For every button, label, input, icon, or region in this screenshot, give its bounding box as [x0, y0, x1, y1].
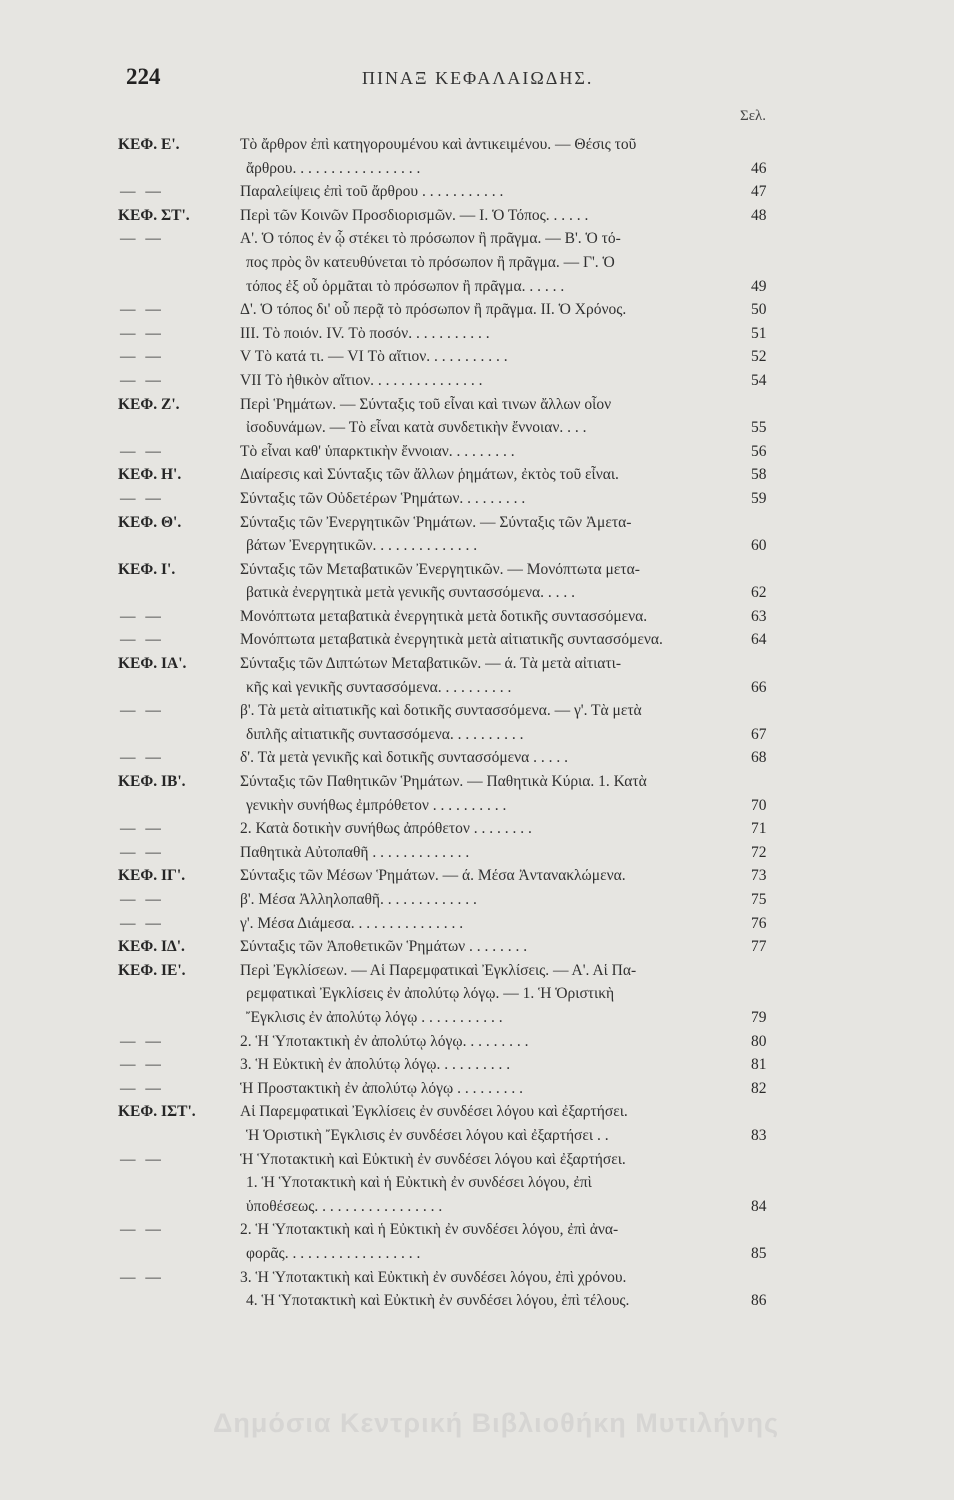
- entry-text: Παραλείψεις ἐπὶ τοῦ ἄρθρου . . . . . . . . . . .: [240, 183, 504, 201]
- entry-text: 3. Ἡ Εὐκτικὴ ἐν ἀπολύτῳ λόγῳ. . . . . . . . . .: [240, 1056, 511, 1074]
- toc-row: [0, 180, 954, 204]
- toc-row: [0, 652, 954, 676]
- toc-row: [0, 628, 954, 652]
- toc-row: [0, 723, 954, 747]
- entry-text: Σύνταξις τῶν Μεταβατικῶν Ἐνεργητικῶν. — Μονόπτωτα μετα-: [240, 560, 640, 578]
- entry-text: Σύνταξις τῶν Διπτώτων Μεταβατικῶν. — ά. Τὰ μετὰ αἰτιατι-: [240, 655, 621, 673]
- page-ref: 49: [751, 277, 767, 295]
- continuation-dash: — —: [120, 1150, 164, 1168]
- page-ref: 77: [751, 938, 767, 956]
- entry-text: Ἡ Ὑποτακτικὴ καὶ Εὐκτικὴ ἐν συνδέσει λόγου καὶ ἐξαρτήσει.: [240, 1150, 626, 1168]
- entry-text: Περὶ Ῥημάτων. — Σύνταξις τοῦ εἶναι καὶ τινων ἄλλων οἷον: [240, 395, 612, 413]
- page-ref: 70: [751, 796, 767, 814]
- page-ref: 48: [751, 206, 767, 224]
- running-head-title: ΠΙΝΑΞ ΚΕΦΑΛΑΙΩΔΗΣ.: [362, 68, 594, 88]
- entry-text: Τὸ ἄρθρον ἐπὶ κατηγορουμένου καὶ ἀντικειμένου. — Θέσις τοῦ: [240, 136, 637, 153]
- entry-text: Αἱ Παρεμφατικαὶ Ἐγκλίσεις ἐν συνδέσει λόγου καὶ ἐξαρτήσει.: [240, 1103, 628, 1121]
- chapter-label: ΚΕΦ. ΙΣΤ'.: [118, 1103, 196, 1121]
- page-ref: 73: [751, 867, 767, 885]
- chapter-label: ΚΕΦ. ΙΔ'.: [118, 938, 185, 956]
- page-column-label: Σελ.: [740, 108, 767, 124]
- toc-row: [0, 1289, 954, 1313]
- entry-text: Α'. Ὁ τόπος ἐν ᾧ στέκει τὸ πρόσωπον ἢ πρᾶγμα. — Β'. Ὁ τό-: [240, 230, 621, 248]
- toc-row: [0, 794, 954, 818]
- entry-text: δ'. Τὰ μετὰ γενικῆς καὶ δοτικῆς συντασσόμενα . . . . .: [240, 749, 569, 767]
- page-number: 224: [126, 64, 161, 89]
- entry-text: κῆς καὶ γενικῆς συντασσόμενα. . . . . . . . . .: [246, 678, 512, 696]
- entry-text: Περὶ Ἐγκλίσεων. — Αἱ Παρεμφατικαὶ Ἐγκλίσεις. — Α'. Αἱ Πα-: [240, 961, 637, 979]
- toc-row: [0, 345, 954, 369]
- continuation-dash: — —: [120, 1268, 164, 1286]
- chapter-label: ΚΕΦ. ΙΒ'.: [118, 773, 186, 791]
- entry-text: V Τὸ κατά τι. — VI Τὸ αἴτιον. . . . . . . . . . .: [240, 348, 508, 366]
- page-ref: 55: [751, 419, 767, 437]
- continuation-dash: — —: [120, 301, 164, 319]
- chapter-label: ΚΕΦ. ΙΑ'.: [118, 655, 187, 673]
- toc-row: [0, 298, 954, 322]
- toc-row: [0, 416, 954, 440]
- toc-row: [0, 605, 954, 629]
- page-ref: 50: [751, 301, 767, 319]
- toc-row: [0, 393, 954, 417]
- entry-text: Διαίρεσις καὶ Σύνταξις τῶν ἄλλων ῥημάτων, ἐκτὸς τοῦ εἶναι.: [240, 466, 619, 484]
- toc-row: [0, 1006, 954, 1030]
- toc-row: [0, 227, 954, 251]
- page-ref: 46: [751, 159, 767, 177]
- page-ref: 81: [751, 1056, 767, 1074]
- page-ref: 54: [751, 371, 767, 389]
- toc-row: [0, 157, 954, 181]
- toc-row: [0, 1171, 954, 1195]
- continuation-dash: — —: [120, 914, 164, 932]
- toc-row: [0, 534, 954, 558]
- entry-text: βατικὰ ἐνεργητικὰ μετὰ γενικῆς συντασσόμενα. . . . .: [246, 584, 576, 602]
- toc-row: [0, 1100, 954, 1124]
- table-of-contents: [0, 133, 954, 1313]
- entry-text: VII Τὸ ἠθικὸν αἴτιον. . . . . . . . . . . . . . .: [240, 371, 483, 389]
- entry-text: ΙΙΙ. Τὸ ποιόν. ΙV. Τὸ ποσόν. . . . . . . . . . .: [240, 324, 490, 342]
- entry-text: Σύνταξις τῶν Οὐδετέρων Ῥημάτων. . . . . . . . .: [240, 489, 526, 507]
- continuation-dash: — —: [120, 1056, 164, 1074]
- toc-row: [0, 463, 954, 487]
- continuation-dash: — —: [120, 891, 164, 908]
- continuation-dash: — —: [120, 843, 164, 861]
- toc-row: [0, 204, 954, 228]
- page-ref: 76: [751, 914, 767, 932]
- page-ref: 71: [751, 820, 767, 838]
- toc-row: [0, 935, 954, 959]
- entry-text: φορᾶς. . . . . . . . . . . . . . . . . .: [246, 1244, 421, 1262]
- entry-text: 3. Ἡ Ὑποτακτικὴ καὶ Εὐκτικὴ ἐν συνδέσει λόγου, ἐπὶ χρόνου.: [240, 1268, 627, 1286]
- toc-row: [0, 1242, 954, 1266]
- toc-row: [0, 487, 954, 511]
- continuation-dash: — —: [120, 749, 164, 767]
- entry-text: ἰσοδυνάμων. — Τὸ εἶναι κατὰ συνδετικὴν ἔννοιαν. . . .: [246, 419, 587, 437]
- toc-row: [0, 322, 954, 346]
- toc-row: [0, 676, 954, 700]
- toc-row: [0, 1266, 954, 1290]
- chapter-label: ΚΕΦ. Ι'.: [118, 560, 176, 578]
- page-ref: 79: [751, 1008, 767, 1026]
- entry-text: βάτων Ἐνεργητικῶν. . . . . . . . . . . . . .: [246, 537, 478, 555]
- entry-text: Μονόπτωτα μεταβατικὰ ἐνεργητικὰ μετὰ αἰτιατικῆς συντασσόμενα.: [240, 631, 663, 649]
- entry-text: 1. Ἡ Ὑποτακτικὴ καὶ ἡ Εὐκτικὴ ἐν συνδέσει λόγου, ἐπὶ: [246, 1174, 592, 1192]
- toc-row: [0, 699, 954, 723]
- entry-text: ἄρθρου. . . . . . . . . . . . . . . . .: [246, 159, 421, 177]
- library-watermark: Δημόσια Κεντρική Βιβλιοθήκη Μυτιλήνης: [213, 1408, 780, 1438]
- toc-row: [0, 558, 954, 582]
- toc-row: [0, 1053, 954, 1077]
- toc-row: [0, 817, 954, 841]
- chapter-label: ΚΕΦ. Θ'.: [118, 513, 182, 531]
- continuation-dash: — —: [120, 442, 164, 460]
- entry-text: Ἡ Ὁριστικὴ Ἔγκλισις ἐν συνδέσει λόγου καὶ ἐξαρτήσει . .: [246, 1126, 609, 1144]
- toc-row: [0, 864, 954, 888]
- chapter-label: ΚΕΦ. Ε'.: [118, 136, 180, 153]
- page-ref: 58: [751, 466, 767, 484]
- entry-text: γ'. Μέσα Διάμεσα. . . . . . . . . . . . . . .: [240, 914, 464, 932]
- page-ref: 51: [751, 324, 767, 342]
- entry-text: 2. Κατὰ δοτικὴν συνήθως ἀπρόθετον . . . . . . . .: [240, 820, 532, 838]
- entry-text: γενικὴν συνήθως ἐμπρόθετον . . . . . . . . . .: [246, 796, 507, 814]
- page-ref: 64: [751, 631, 767, 649]
- page-ref: 66: [751, 678, 767, 696]
- entry-text: Σύνταξις τῶν Μέσων Ῥημάτων. — ά. Μέσα Ἀντανακλώμενα.: [240, 867, 626, 885]
- toc-row: [0, 982, 954, 1006]
- entry-text: Παθητικὰ Αὐτοπαθῆ . . . . . . . . . . . . .: [240, 843, 470, 861]
- page-ref: 47: [751, 183, 767, 201]
- entry-text: Μονόπτωτα μεταβατικὰ ἐνεργητικὰ μετὰ δοτικῆς συντασσόμενα.: [240, 607, 648, 625]
- toc-row: [0, 1218, 954, 1242]
- page-ref: 59: [751, 489, 767, 507]
- continuation-dash: — —: [120, 631, 164, 649]
- toc-row: [0, 1195, 954, 1219]
- chapter-label: ΚΕΦ. Ζ'.: [118, 395, 180, 413]
- continuation-dash: — —: [120, 371, 164, 389]
- page-ref: 86: [751, 1292, 767, 1310]
- continuation-dash: — —: [120, 702, 164, 720]
- toc-row: [0, 133, 954, 157]
- entry-text: β'. Μέσα Ἀλληλοπαθῆ. . . . . . . . . . . . .: [240, 891, 477, 908]
- chapter-label: ΚΕΦ. ΣΤ'.: [118, 206, 190, 224]
- toc-row: [0, 1077, 954, 1101]
- chapter-label: ΚΕΦ. Η'.: [118, 466, 182, 484]
- continuation-dash: — —: [120, 489, 164, 507]
- entry-text: 4. Ἡ Ὑποτακτικὴ καὶ Εὐκτικὴ ἐν συνδέσει λόγου, ἐπὶ τέλους.: [246, 1292, 630, 1310]
- toc-row: [0, 770, 954, 794]
- toc-row: [0, 841, 954, 865]
- toc-row: [0, 912, 954, 936]
- entry-text: ὑποθέσεως. . . . . . . . . . . . . . . . .: [246, 1197, 443, 1215]
- chapter-label: ΚΕΦ. ΙΓ'.: [118, 867, 186, 885]
- toc-row: [0, 1030, 954, 1054]
- toc-row: [0, 275, 954, 299]
- toc-row: [0, 369, 954, 393]
- continuation-dash: — —: [120, 1221, 164, 1239]
- entry-text: 2. Ἡ Ὑποτακτικὴ ἐν ἀπολύτῳ λόγῳ. . . . . . . . .: [240, 1032, 529, 1050]
- entry-text: διπλῆς αἰτιατικῆς συντασσόμενα. . . . . . . . . .: [246, 725, 524, 743]
- toc-row: [0, 1124, 954, 1148]
- entry-text: Ἡ Προστακτικὴ ἐν ἀπολύτῳ λόγῳ . . . . . . . . .: [240, 1079, 523, 1097]
- page-ref: 72: [751, 843, 767, 861]
- page-ref: 63: [751, 607, 767, 625]
- toc-row: [0, 746, 954, 770]
- entry-text: Σύνταξις τῶν Ἀποθετικῶν Ῥημάτων . . . . . . . .: [240, 938, 528, 956]
- page-ref: 82: [751, 1079, 767, 1097]
- page-header: [126, 64, 776, 98]
- entry-text: Τὸ εἶναι καθ' ὑπαρκτικὴν ἔννοιαν. . . . . . . . .: [240, 442, 515, 460]
- continuation-dash: — —: [120, 183, 164, 201]
- continuation-dash: — —: [120, 607, 164, 625]
- toc-row: [0, 251, 954, 275]
- page-ref: 85: [751, 1244, 767, 1262]
- entry-text: Δ'. Ὁ τόπος δι' οὗ περᾷ τὸ πρόσωπον ἢ πρᾶγμα. ΙΙ. Ὁ Χρόνος.: [240, 301, 627, 319]
- entry-text: πος πρὸς ὃν κατευθύνεται τὸ πρόσωπον ἢ πρᾶγμα. — Γ'. Ὁ: [246, 253, 615, 271]
- page-ref: 60: [751, 537, 767, 555]
- toc-row: [0, 1148, 954, 1172]
- entry-text: Ἔγκλισις ἐν ἀπολύτῳ λόγῳ . . . . . . . . . . .: [246, 1008, 503, 1026]
- page-ref: 62: [751, 584, 767, 602]
- continuation-dash: — —: [120, 324, 164, 342]
- continuation-dash: — —: [120, 1032, 164, 1050]
- entry-text: ρεμφατικαὶ Ἐγκλίσεις ἐν ἀπολύτῳ λόγῳ. — 1. Ἡ Ὁριστικὴ: [246, 985, 615, 1003]
- entry-text: τόπος ἐξ οὗ ὁρμᾶται τὸ πρόσωπον ἢ πρᾶγμα. . . . . .: [246, 277, 565, 295]
- page-ref: 56: [751, 442, 767, 460]
- continuation-dash: — —: [120, 348, 164, 366]
- continuation-dash: — —: [120, 820, 164, 838]
- page-ref: 84: [751, 1197, 767, 1215]
- entry-text: Περὶ τῶν Κοινῶν Προσδιορισμῶν. — Ι. Ὁ Τόπος. . . . . .: [240, 206, 589, 224]
- page-ref: 83: [751, 1126, 767, 1144]
- page-ref: 52: [751, 348, 767, 366]
- toc-row: [0, 959, 954, 983]
- chapter-label: ΚΕΦ. ΙΕ'.: [118, 961, 186, 979]
- page-ref: 80: [751, 1032, 767, 1050]
- toc-row: [0, 888, 954, 912]
- entry-text: Σύνταξις τῶν Παθητικῶν Ῥημάτων. — Παθητικὰ Κύρια. 1. Κατὰ: [240, 773, 647, 791]
- continuation-dash: — —: [120, 230, 164, 248]
- page-ref: 67: [751, 725, 767, 743]
- continuation-dash: — —: [120, 1079, 164, 1097]
- entry-text: Σύνταξις τῶν Ἐνεργητικῶν Ῥημάτων. — Σύνταξις τῶν Ἀμετα-: [240, 513, 632, 531]
- page-ref: 75: [751, 891, 767, 908]
- toc-row: [0, 440, 954, 464]
- entry-text: 2. Ἡ Ὑποτακτικὴ καὶ ἡ Εὐκτικὴ ἐν συνδέσει λόγου, ἐπὶ ἀνα-: [240, 1221, 619, 1239]
- toc-row: [0, 511, 954, 535]
- entry-text: β'. Τὰ μετὰ αἰτιατικῆς καὶ δοτικῆς συντασσόμενα. — γ'. Τὰ μετὰ: [240, 702, 642, 720]
- toc-row: [0, 581, 954, 605]
- page-ref: 68: [751, 749, 767, 767]
